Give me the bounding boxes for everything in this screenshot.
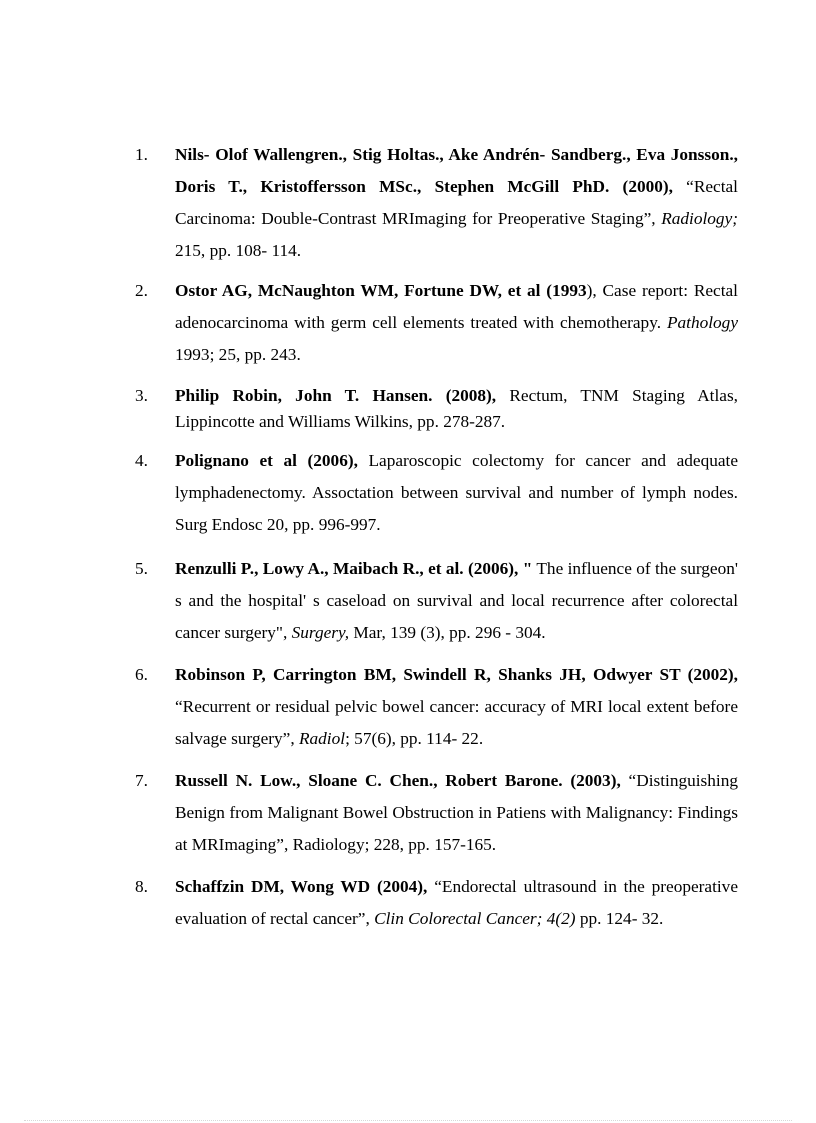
reference-number: 8. bbox=[135, 877, 148, 896]
reference-authors: Philip Robin, John T. Hansen. (2008), bbox=[175, 386, 497, 405]
reference-body bbox=[175, 553, 738, 649]
reference-body bbox=[175, 383, 738, 435]
reference-text: “Recurrent or residual pelvic bowel cancer: accuracy of MRI local extent before salvage surgery”, bbox=[175, 697, 738, 748]
reference-tail: 215, pp. 108- 114. bbox=[175, 241, 302, 260]
reference-text: “Endorectal ultrasound in the preoperative evaluation of rectal cancer”, bbox=[175, 877, 738, 928]
reference-journal: Surgery, bbox=[291, 623, 350, 642]
reference-item-1 bbox=[135, 139, 738, 267]
reference-body bbox=[175, 445, 738, 541]
reference-number: 4. bbox=[135, 451, 148, 470]
reference-number: 1. bbox=[135, 145, 148, 164]
reference-journal: Radiology; bbox=[661, 209, 738, 228]
reference-number: 3. bbox=[135, 386, 148, 405]
reference-text: “Rectal Carcinoma: Double-Contrast MRImaging for Preoperative Staging”, bbox=[175, 177, 738, 228]
reference-journal: Clin Colorectal Cancer; 4(2) bbox=[374, 909, 576, 928]
reference-tail: 1993; 25, pp. 243. bbox=[175, 345, 301, 364]
reference-item-4 bbox=[135, 445, 738, 541]
reference-item-5 bbox=[135, 553, 738, 649]
reference-body bbox=[175, 139, 738, 267]
page-footer-divider bbox=[24, 1120, 792, 1121]
reference-authors: Robinson P, Carrington BM, Swindell R, Shanks JH, Odwyer ST (2002), bbox=[175, 665, 738, 684]
reference-journal: Pathology bbox=[666, 313, 738, 332]
reference-number: 2. bbox=[135, 281, 148, 300]
reference-authors: Renzulli P., Lowy A., Maibach R., et al. (2006), " bbox=[175, 559, 533, 578]
reference-list bbox=[135, 139, 738, 935]
reference-item-2 bbox=[135, 275, 738, 371]
reference-number: 6. bbox=[135, 665, 148, 684]
reference-text: “Distinguishing Benign from Malignant Bowel Obstruction in Patiens with Malignancy: Findings at MRImaging”, Radiology; 228, pp. 157-165. bbox=[175, 771, 738, 854]
reference-item-3 bbox=[135, 383, 738, 435]
reference-item-8 bbox=[135, 871, 738, 935]
reference-item-7 bbox=[135, 765, 738, 861]
reference-body bbox=[175, 765, 738, 861]
reference-text: Laparoscopic colectomy for cancer and adequate lymphadenectomy. Assoctation between survival and number of lymph nodes. Surg Endosc 20, pp. 996-997. bbox=[175, 451, 738, 534]
reference-text: ), Case report: Rectal adenocarcinoma with germ cell elements treated with chemotherapy. bbox=[175, 281, 738, 332]
reference-body bbox=[175, 275, 738, 371]
reference-journal: Radiol bbox=[298, 729, 346, 748]
reference-authors: Ostor AG, McNaughton WM, Fortune DW, et al (1993 bbox=[175, 281, 587, 300]
reference-tail: pp. 124- 32. bbox=[575, 909, 664, 928]
reference-item-6 bbox=[135, 659, 738, 755]
reference-text: The influence of the surgeon' s and the hospital' s caseload on survival and local recurrence after colorectal cancer surgery", bbox=[175, 559, 738, 642]
reference-body bbox=[175, 871, 738, 935]
reference-number: 7. bbox=[135, 771, 148, 790]
reference-authors: Schaffzin DM, Wong WD (2004), bbox=[175, 877, 428, 896]
reference-authors: Nils- Olof Wallengren., Stig Holtas., Ake Andrén- Sandberg., Eva Jonsson., Doris T., Kristoffersson MSc., Stephen McGill PhD. (2000), bbox=[175, 145, 738, 196]
reference-authors: Polignano et al (2006), bbox=[175, 451, 358, 470]
reference-tail: Mar, 139 (3), pp. 296 - 304. bbox=[349, 623, 546, 642]
reference-number: 5. bbox=[135, 559, 148, 578]
reference-text: Rectum, TNM Staging Atlas, Lippincotte and Williams Wilkins, pp. 278-287. bbox=[175, 386, 739, 431]
reference-authors: Russell N. Low., Sloane C. Chen., Robert Barone. (2003), bbox=[175, 771, 621, 790]
reference-body bbox=[175, 659, 738, 755]
reference-tail: ; 57(6), pp. 114- 22. bbox=[345, 729, 484, 748]
